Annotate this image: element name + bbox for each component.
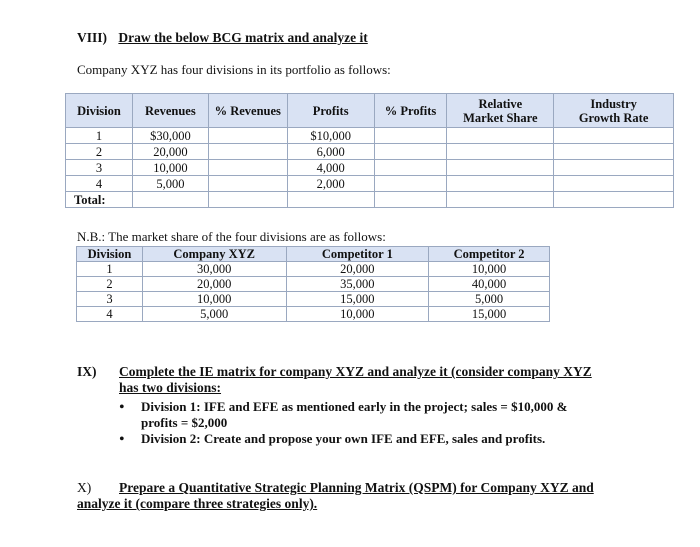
header-relative-market-share: Relative Market Share (447, 94, 554, 128)
empty-cell (554, 128, 674, 144)
empty-cell (447, 144, 554, 160)
table-row (66, 144, 674, 160)
section-10-number: X) (77, 480, 92, 495)
division-cell: 1 (66, 128, 133, 144)
table-row (66, 176, 674, 192)
competitor-1-cell: 10,000 (286, 307, 429, 322)
empty-cell (374, 160, 447, 176)
xyz-cell: 20,000 (142, 277, 286, 292)
profits-cell: 4,000 (287, 160, 374, 176)
empty-cell (132, 192, 208, 208)
division-cell: 4 (77, 307, 143, 322)
competitor-2-cell: 15,000 (429, 307, 550, 322)
division-cell: 4 (66, 176, 133, 192)
empty-cell (208, 176, 287, 192)
xyz-cell: 30,000 (142, 262, 286, 277)
section-8-number: VIII) (77, 30, 108, 45)
table-row (66, 160, 674, 176)
division-cell: 1 (77, 262, 143, 277)
empty-cell (208, 160, 287, 176)
section-10-title-line-1: Prepare a Quantitative Strategic Planning Matrix (QSPM) for Company XYZ and (119, 480, 594, 495)
market-share-header-row (77, 247, 550, 262)
section-9-number: IX) (77, 364, 97, 379)
header-competitor-2: Competitor 2 (429, 247, 550, 262)
header-competitor-1: Competitor 1 (286, 247, 429, 262)
empty-cell (374, 128, 447, 144)
bullet-icon: • (119, 399, 125, 416)
market-share-note: N.B.: The market share of the four divisions are as follows: (77, 229, 386, 244)
header-revenues: Revenues (132, 94, 208, 128)
section-8-intro: Company XYZ has four divisions in its portfolio as follows: (77, 62, 391, 77)
empty-cell (554, 192, 674, 208)
header-industry-growth-rate: Industry Growth Rate (554, 94, 674, 128)
header-pct-profits: % Profits (374, 94, 447, 128)
section-8-heading (77, 30, 368, 46)
empty-cell (208, 144, 287, 160)
profits-cell: 6,000 (287, 144, 374, 160)
profits-cell: $10,000 (287, 128, 374, 144)
division-2-item: Division 2: Create and propose your own IFE and EFE, sales and profits. (141, 431, 546, 446)
empty-cell (447, 128, 554, 144)
bcg-table (65, 93, 674, 208)
xyz-cell: 5,000 (142, 307, 286, 322)
division-cell: 3 (77, 292, 143, 307)
market-share-table (76, 246, 550, 322)
empty-cell (554, 144, 674, 160)
revenues-cell: 10,000 (132, 160, 208, 176)
total-row (66, 192, 674, 208)
competitor-1-cell: 20,000 (286, 262, 429, 277)
revenues-cell: 20,000 (132, 144, 208, 160)
empty-cell (208, 192, 287, 208)
table-row (77, 307, 550, 322)
section-9-title-line-1: Complete the IE matrix for company XYZ and analyze it (consider company XYZ (119, 364, 592, 379)
empty-cell (554, 160, 674, 176)
empty-cell (554, 176, 674, 192)
table-row (77, 292, 550, 307)
profits-cell: 2,000 (287, 176, 374, 192)
header-profits: Profits (287, 94, 374, 128)
header-division: Division (66, 94, 133, 128)
division-cell: 3 (66, 160, 133, 176)
division-cell: 2 (77, 277, 143, 292)
division-1-item-line-1: Division 1: IFE and EFE as mentioned early in the project; sales = $10,000 & (141, 399, 568, 414)
section-9-title-line-2: has two divisions: (119, 380, 222, 395)
bcg-table-header-row (66, 94, 674, 128)
division-1-item-line-2: profits = $2,000 (141, 415, 228, 430)
header-company-xyz: Company XYZ (142, 247, 286, 262)
section-8-title: Draw the below BCG matrix and analyze it (118, 30, 368, 45)
competitor-2-cell: 5,000 (429, 292, 550, 307)
empty-cell (447, 176, 554, 192)
empty-cell (447, 160, 554, 176)
xyz-cell: 10,000 (142, 292, 286, 307)
competitor-1-cell: 15,000 (286, 292, 429, 307)
empty-cell (287, 192, 374, 208)
header-division: Division (77, 247, 143, 262)
empty-cell (447, 192, 554, 208)
empty-cell (374, 144, 447, 160)
empty-cell (208, 128, 287, 144)
table-row (66, 128, 674, 144)
table-row (77, 262, 550, 277)
header-pct-revenues: % Revenues (208, 94, 287, 128)
table-row (77, 277, 550, 292)
bullet-icon: • (119, 431, 125, 448)
competitor-2-cell: 40,000 (429, 277, 550, 292)
revenues-cell: $30,000 (132, 128, 208, 144)
competitor-1-cell: 35,000 (286, 277, 429, 292)
section-10-title-line-2: analyze it (compare three strategies only). (77, 496, 318, 511)
division-cell: 2 (66, 144, 133, 160)
competitor-2-cell: 10,000 (429, 262, 550, 277)
empty-cell (374, 176, 447, 192)
total-label: Total: (66, 192, 133, 208)
empty-cell (374, 192, 447, 208)
revenues-cell: 5,000 (132, 176, 208, 192)
